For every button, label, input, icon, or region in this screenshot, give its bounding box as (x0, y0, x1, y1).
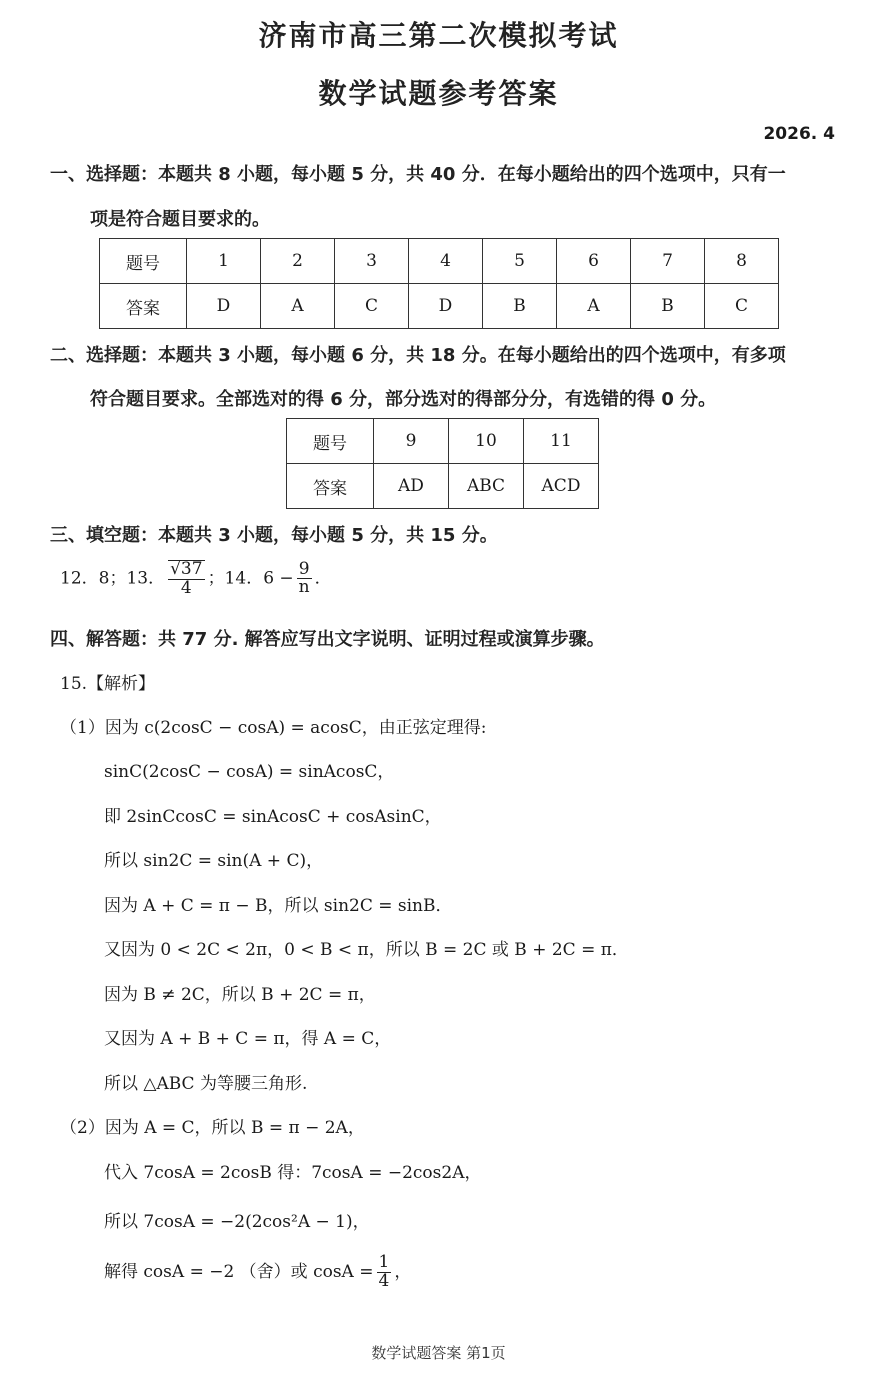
question-number: 2 (261, 239, 335, 284)
section2-heading-line1: 二、选择题：本题共 3 小题，每小题 6 分，共 18 分。在每小题给出的四个选项中，有多项 (50, 345, 786, 366)
solution-line: 因为 A + C = π − B，所以 sin2C = sinB． (104, 896, 453, 916)
question-number: 8 (705, 239, 779, 284)
answer-cell: C (335, 284, 409, 329)
solution-line: 因为 B ≠ 2C，所以 B + 2C = π， (104, 985, 376, 1005)
question-number: 4 (409, 239, 483, 284)
solution-line: （1）因为 c(2cosC − cosA) = acosC，由正弦定理得: (60, 718, 487, 738)
answer-cell: ACD (524, 464, 599, 509)
table-row (287, 464, 599, 509)
solution-line: 代入 7cosA = 2cosB 得：7cosA = −2cos2A， (104, 1163, 482, 1183)
solution-last-line (104, 1254, 411, 1291)
solution-line: 又因为 0 < 2C < 2π，0 < B < π，所以 B = 2C 或 B + 2C = π． (104, 940, 629, 960)
q14-prefix: ；14．6 − (207, 568, 294, 589)
q13-fraction (168, 560, 204, 598)
fill-in-answers (60, 560, 332, 598)
solution-line: 所以 7cosA = −2(2cos²A − 1)， (104, 1212, 370, 1232)
answer-cell: A (261, 284, 335, 329)
question-number: 6 (557, 239, 631, 284)
solution-line: 所以 △ABC 为等腰三角形. (104, 1074, 308, 1094)
row-label: 答案 (287, 464, 374, 509)
answer-cell: ABC (449, 464, 524, 509)
q14-numerator: 9 (297, 561, 312, 580)
row-label: 题号 (100, 239, 187, 284)
answer-cell: D (409, 284, 483, 329)
exam-date: 2026. 4 (763, 124, 835, 144)
q13-denominator: 4 (180, 577, 192, 598)
q15-label: 15.【解析】 (60, 674, 156, 694)
answer-cell: B (631, 284, 705, 329)
answer-cell: B (483, 284, 557, 329)
document-subtitle: 数学试题参考答案 (318, 77, 559, 110)
answer-cell: AD (374, 464, 449, 509)
question-number: 10 (449, 419, 524, 464)
section2-answer-table (286, 418, 599, 509)
q13-numerator: √37 (170, 559, 203, 579)
solution-line: 即 2sinCcosC = sinAcosC + cosAsinC， (104, 807, 442, 827)
question-number: 3 (335, 239, 409, 284)
q12-answer: 12．8；13． (60, 568, 166, 589)
question-number: 5 (483, 239, 557, 284)
row-label: 题号 (287, 419, 374, 464)
section3-heading: 三、填空题：本题共 3 小题，每小题 5 分，共 15 分。 (50, 525, 498, 546)
section1-heading-line2: 项是符合题目要求的。 (90, 209, 270, 230)
fraction-numerator: 1 (378, 1252, 390, 1272)
question-number: 1 (187, 239, 261, 284)
fraction-denominator: 4 (378, 1270, 390, 1291)
question-number: 9 (374, 419, 449, 464)
solution-line: 所以 sin2C = sin(A + C)， (104, 851, 324, 871)
last-line-prefix: 解得 cosA = −2 （舍）或 cosA = (104, 1261, 374, 1282)
solution-line: （2）因为 A = C，所以 B = π − 2A， (60, 1118, 365, 1138)
answer-cell: C (705, 284, 779, 329)
last-line-end: ， (394, 1261, 412, 1282)
table-row (100, 239, 779, 284)
q14-denominator: n (298, 577, 310, 598)
page-footer: 数学试题答案 第1页 (371, 1344, 506, 1362)
question-number: 11 (524, 419, 599, 464)
answer-cell: D (187, 284, 261, 329)
cos-a-fraction (377, 1254, 392, 1291)
document-title: 济南市高三第二次模拟考试 (258, 19, 619, 52)
question-number: 7 (631, 239, 705, 284)
q14-end: ． (314, 568, 332, 589)
table-row (100, 284, 779, 329)
table-row (287, 419, 599, 464)
section2-heading-line2: 符合题目要求。全部选对的得 6 分，部分选对的得部分分，有选错的得 0 分。 (90, 389, 717, 410)
section4-heading: 四、解答题：共 77 分. 解答应写出文字说明、证明过程或演算步骤。 (50, 629, 605, 650)
solution-line: 又因为 A + B + C = π，得 A = C， (104, 1029, 392, 1049)
section1-heading-line1: 一、选择题：本题共 8 小题，每小题 5 分，共 40 分．在每小题给出的四个选项中，只有一 (50, 164, 786, 185)
q14-fraction (297, 558, 312, 598)
solution-line: sinC(2cosC − cosA) = sinAcosC， (104, 762, 395, 782)
section1-answer-table (99, 238, 779, 329)
row-label: 答案 (100, 284, 187, 329)
answer-cell: A (557, 284, 631, 329)
